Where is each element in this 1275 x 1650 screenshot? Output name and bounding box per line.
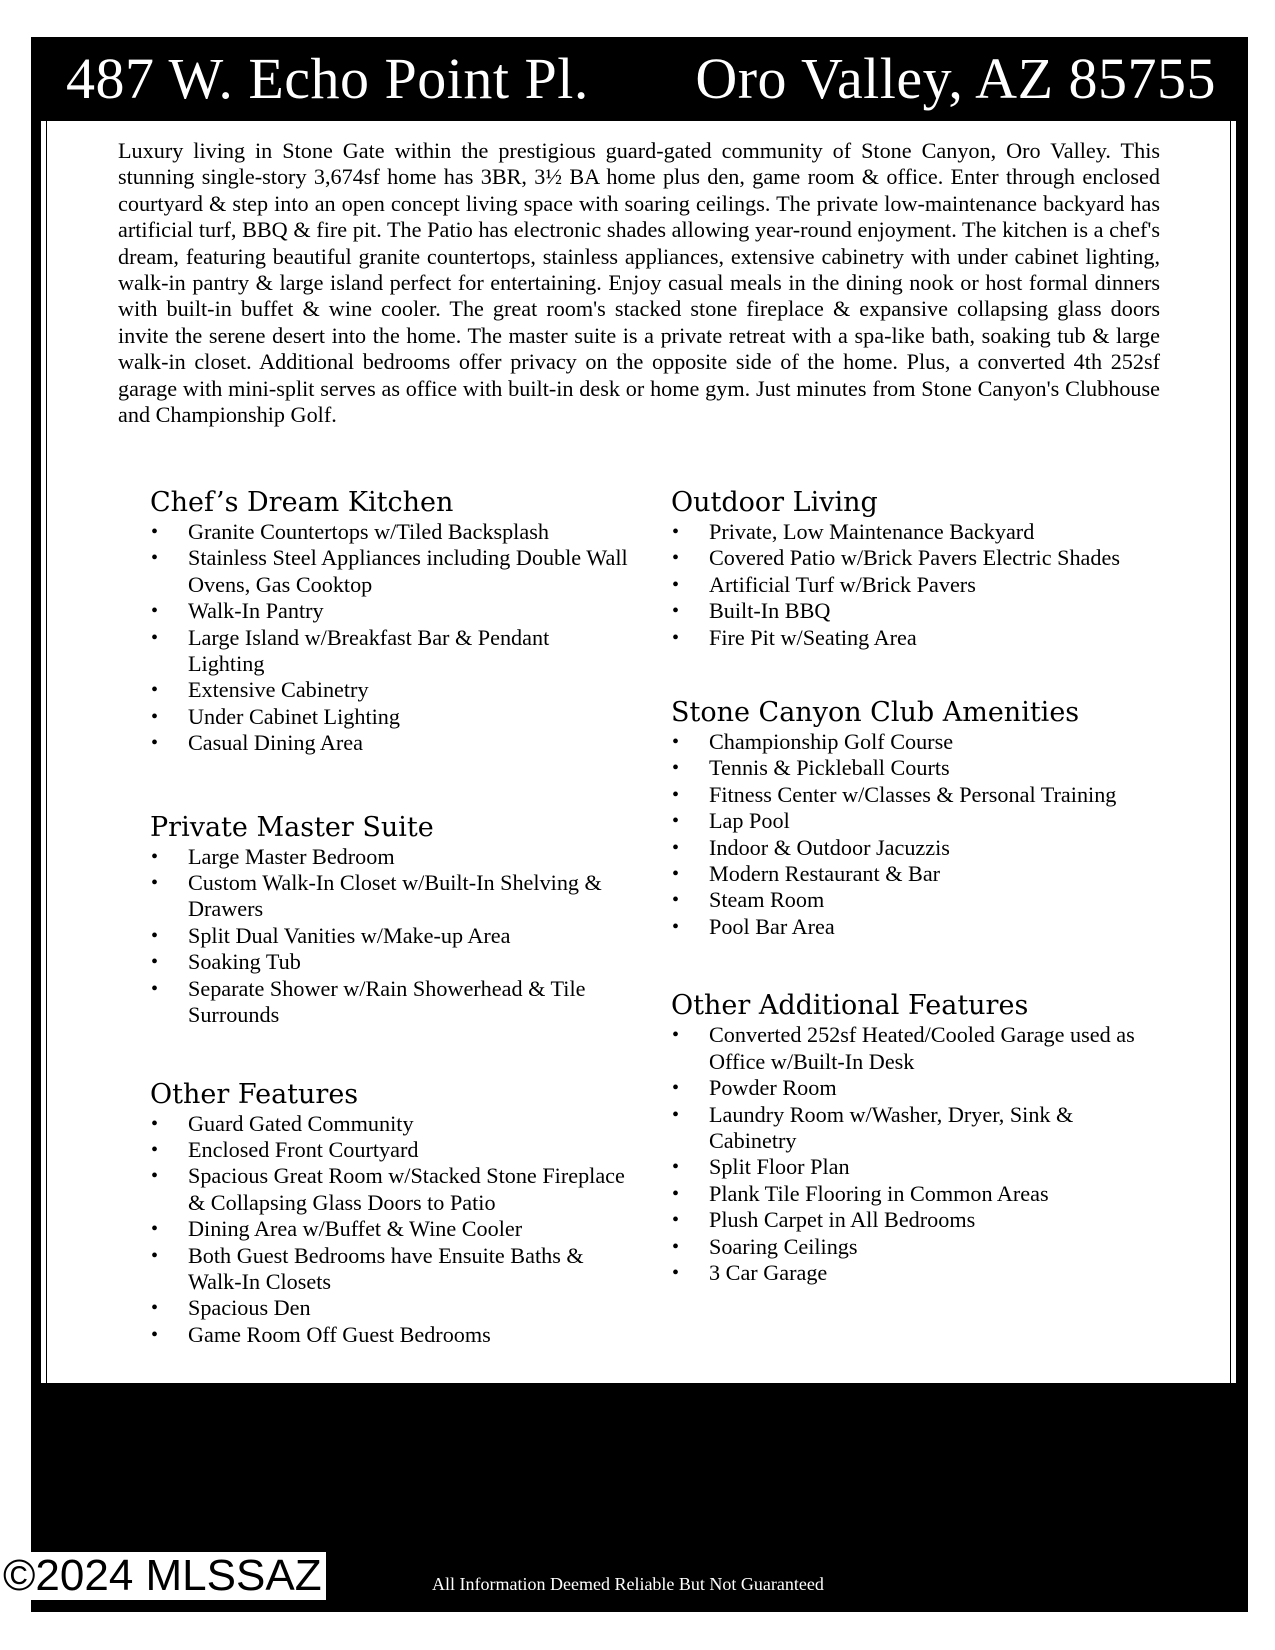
section-club — [671, 697, 1151, 940]
section-kitchen-list — [150, 519, 630, 757]
feature-list-item: • Game Room Off Guest Bedrooms — [150, 1322, 630, 1348]
feature-list-item: • Both Guest Bedrooms have Ensuite Baths & Walk-In Closets — [150, 1243, 630, 1296]
section-outdoor-title: Outdoor Living — [671, 487, 878, 518]
section-additional — [671, 990, 1151, 1286]
feature-list-item: • Split Floor Plan — [671, 1154, 1151, 1180]
feature-list-item: • Lap Pool — [671, 808, 1151, 834]
feature-list-item: • Modern Restaurant & Bar — [671, 861, 1151, 887]
feature-list-item: • Covered Patio w/Brick Pavers Electric Shades — [671, 545, 1151, 571]
feature-list-item: • Private, Low Maintenance Backyard — [671, 519, 1151, 545]
feature-list-item: • Spacious Den — [150, 1295, 630, 1321]
section-kitchen-title: Chef’s Dream Kitchen — [150, 487, 454, 518]
feature-list-item: • Fire Pit w/Seating Area — [671, 625, 1151, 651]
feature-list-item: • Powder Room — [671, 1075, 1151, 1101]
section-club-title: Stone Canyon Club Amenities — [671, 697, 1080, 729]
feature-list-item: • Steam Room — [671, 887, 1151, 913]
feature-list-item: • Large Island w/Breakfast Bar & Pendant Lighting — [150, 625, 630, 678]
feature-list-item: • Indoor & Outdoor Jacuzzis — [671, 835, 1151, 861]
feature-list-item: • Pool Bar Area — [671, 914, 1151, 940]
feature-list-item: • Custom Walk-In Closet w/Built-In Shelving & Drawers — [150, 870, 630, 923]
section-master — [150, 812, 630, 1029]
section-kitchen — [150, 487, 630, 757]
feature-list-item: • Separate Shower w/Rain Showerhead & Tile Surrounds — [150, 976, 630, 1029]
section-club-list — [671, 729, 1151, 940]
feature-list-item: • Laundry Room w/Washer, Dryer, Sink & Cabinetry — [671, 1102, 1151, 1155]
property-description: Luxury living in Stone Gate within the prestigious guard-gated community of Stone Canyon, Oro Valley. This stunning single-story 3,674sf home has 3BR, 3½ BA home plus den, game room & office. Enter through enclosed courtyard & step into an open concept living space with soaring ceilings. The private low-maintenance backyard has artificial turf, BBQ & fire pit. The Patio has electronic shades allowing year-round enjoyment. The kitchen is a chef's dream, featuring beautiful granite countertops, stainless appliances, extensive cabinetry with under cabinet lighting, walk-in pantry & large island perfect for entertaining. Enjoy casual meals in the dining nook or host formal dinners with built-in buffet & wine cooler. The great room's stacked stone fireplace & expansive collapsing glass doors invite the serene desert into the home. The master suite is a private retreat with a spa-like bath, soaking tub & large walk-in closet. Additional bedrooms offer privacy on the opposite side of the home. Plus, a converted 4th 252sf garage with mini-split serves as office with built-in desk or home gym. Just minutes from Stone Canyon's Clubhouse and Championship Golf. — [118, 138, 1160, 428]
section-master-list — [150, 844, 630, 1029]
feature-list-item: • Plush Carpet in All Bedrooms — [671, 1207, 1151, 1233]
feature-list-item: • Tennis & Pickleball Courts — [671, 755, 1151, 781]
copyright-watermark: ©2024 MLSSAZ — [3, 1552, 326, 1600]
disclaimer-text: All Information Deemed Reliable But Not Guaranteed — [432, 1574, 824, 1594]
feature-list-item: • Plank Tile Flooring in Common Areas — [671, 1181, 1151, 1207]
section-master-title: Private Master Suite — [150, 811, 434, 843]
property-address: 487 W. Echo Point Pl. — [66, 46, 589, 111]
feature-list-item: • Guard Gated Community — [150, 1111, 630, 1137]
feature-list-item: • Casual Dining Area — [150, 730, 630, 756]
feature-list-item: • 3 Car Garage — [671, 1260, 1151, 1286]
features-left-column — [150, 487, 630, 1348]
section-outdoor-list — [671, 519, 1151, 651]
section-additional-title: Other Additional Features — [671, 990, 1029, 1022]
feature-list-item: • Stainless Steel Appliances including Double Wall Ovens, Gas Cooktop — [150, 545, 630, 598]
feature-list-item: • Converted 252sf Heated/Cooled Garage used as Office w/Built-In Desk — [671, 1022, 1151, 1075]
feature-list-item: • Large Master Bedroom — [150, 844, 630, 870]
feature-list-item: • Granite Countertops w/Tiled Backsplash — [150, 519, 630, 545]
feature-list-item: • Under Cabinet Lighting — [150, 704, 630, 730]
section-other-title: Other Features — [150, 1078, 359, 1110]
feature-list-item: • Fitness Center w/Classes & Personal Training — [671, 782, 1151, 808]
property-city: Oro Valley, AZ 85755 — [695, 46, 1216, 111]
section-additional-list — [671, 1022, 1151, 1286]
section-other — [150, 1079, 630, 1349]
feature-list-item: • Split Dual Vanities w/Make-up Area — [150, 923, 630, 949]
feature-list-item: • Walk-In Pantry — [150, 598, 630, 624]
header-bar — [31, 37, 1248, 121]
features-right-column — [671, 487, 1151, 1286]
feature-list-item: • Extensive Cabinetry — [150, 677, 630, 703]
feature-list-item: • Spacious Great Room w/Stacked Stone Fireplace & Collapsing Glass Doors to Patio — [150, 1163, 630, 1216]
feature-list-item: • Soaring Ceilings — [671, 1234, 1151, 1260]
feature-list-item: • Enclosed Front Courtyard — [150, 1137, 630, 1163]
feature-list-item: • Dining Area w/Buffet & Wine Cooler — [150, 1216, 630, 1242]
section-other-list — [150, 1111, 630, 1349]
feature-list-item: • Artificial Turf w/Brick Pavers — [671, 572, 1151, 598]
section-outdoor — [671, 487, 1151, 651]
feature-list-item: • Built-In BBQ — [671, 598, 1151, 624]
feature-list-item: • Championship Golf Course — [671, 729, 1151, 755]
feature-list-item: • Soaking Tub — [150, 949, 630, 975]
